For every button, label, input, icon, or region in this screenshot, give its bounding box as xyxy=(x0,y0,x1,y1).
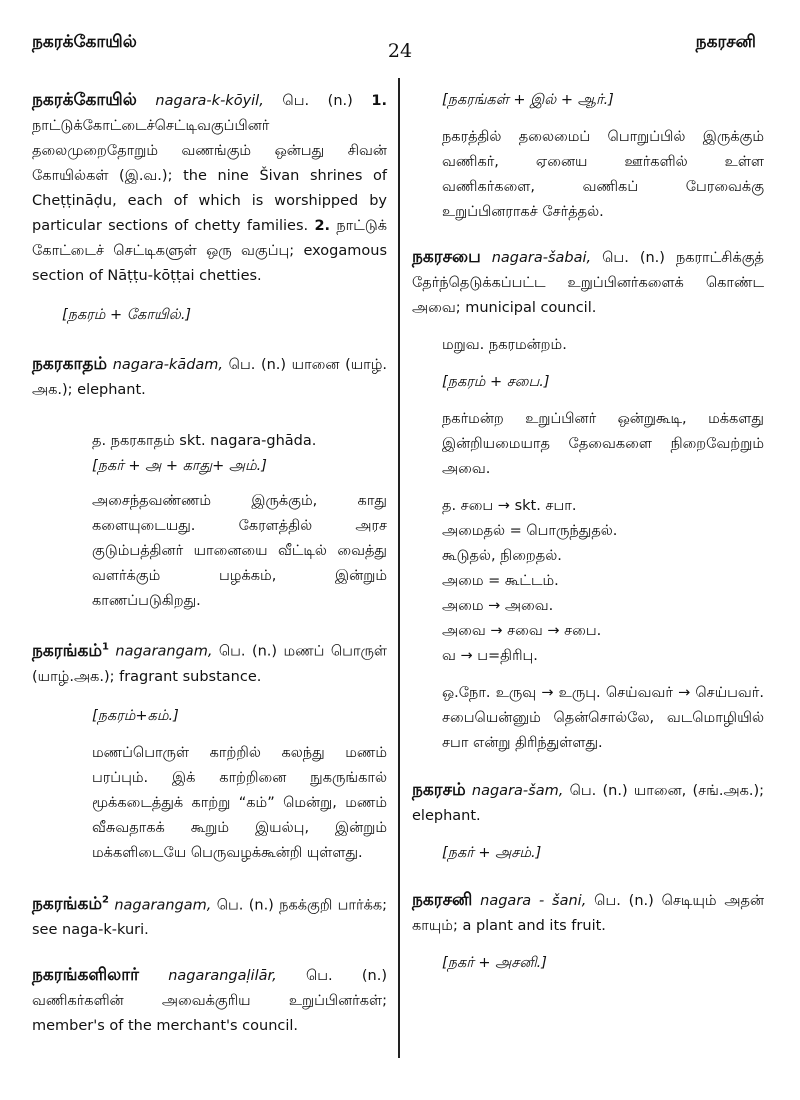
sense-number: 1. xyxy=(371,93,387,109)
transliteration: nagarangam, xyxy=(114,897,212,914)
derivation-line: த. சபை → skt. சபா. xyxy=(442,498,577,514)
entry-nagarasam xyxy=(412,778,764,829)
part-of-speech: பெ. (n.) xyxy=(282,93,353,109)
transliteration: nagarangaḷilār, xyxy=(168,968,277,985)
entry-nagarakkoyil xyxy=(32,88,387,289)
etymology: [நகரங்கள் + இல் + ஆர்.] xyxy=(442,92,614,108)
right-column xyxy=(412,88,764,976)
running-head-right: நகரசனி xyxy=(695,32,756,52)
transliteration: nagara-šabai, xyxy=(491,250,592,266)
explanation: மணப்பொருள் காற்றில் கலந்து மணம் பரப்பும். இக் காற்றினை நுகருங்கால் மூக்கடைத்துக் காற்று “கம்” மென்று, மணம் வீசுவதாகக் கூறும் இயல்பு, இன்றும் மக்களிடையே பெருவழக்கூன்றி யுள்ளது. xyxy=(92,744,387,861)
transliteration: nagara-k-kōyil, xyxy=(155,93,264,109)
entry-nagarangam-1 xyxy=(32,634,387,690)
headword: நகரசம் xyxy=(412,780,466,800)
derivation-block xyxy=(412,494,764,669)
definition: பெ. (n.) யானை (யாழ். அக.); elephant. xyxy=(32,357,388,398)
etymology: [நகரம் + கோயில்.] xyxy=(62,307,192,323)
left-column xyxy=(32,88,387,1039)
page-number: 24 xyxy=(387,40,413,62)
derivation-line: அமைதல் = பொருந்துதல். xyxy=(442,523,618,539)
definition: பெ. (n.) மணப் பொருள் (யாழ்.அக.); fragrant substance. xyxy=(32,643,387,685)
derivation-line: அமை → அவை. xyxy=(442,598,554,614)
entry-nagarangalilar xyxy=(32,963,387,1039)
derivation-line: கூடுதல், நிறைதல். xyxy=(442,548,562,564)
headword: நகரங்கம்$^1$ xyxy=(32,640,109,661)
etymology: [நகரம்+கம்.] xyxy=(92,707,179,724)
definition: நாட்டுக் கோட்டைச் செட்டிகளுள் ஒரு வகுப்பு; exogamous section of Nāṭṭu-kōṭṭai chetties. xyxy=(32,218,387,284)
explanation: நகரத்தில் தலைமைப் பொறுப்பில் இருக்கும் வணிகர், ஏனைய ஊர்களில் உள்ள வணிகர்களை, வணிகப் பேரவைக்கு உறுப்பினராகச் சேர்த்தல். xyxy=(442,129,764,220)
running-head-left: நகரக்கோயில் xyxy=(32,32,137,52)
transliteration: nagarangam, xyxy=(115,643,213,660)
definition: நாட்டுக்கோட்டைச்செட்டிவகுப்பினர் தலைமுறைதோறும் வணங்கும் ஒன்பது சிவன் கோயில்கள் (இ.வ.); the nine Šivan shrines of Cheṭṭināḍu, each of which is worshipped by particular sections of chetty families. xyxy=(32,118,387,234)
sense-number: 2. xyxy=(314,218,331,234)
column-divider xyxy=(398,78,400,1058)
headword: நகரங்களிலார் xyxy=(32,965,139,986)
synonym: மறுவ. நகரமன்றம். xyxy=(442,337,567,353)
transliteration: nagara - šani, xyxy=(480,893,587,909)
derivation-line: அவை → சவை → சபை. xyxy=(442,623,602,639)
etymology-note: த. நகரகாதம் skt. nagara-ghāda. xyxy=(92,433,317,449)
definition: பெ. (n.) யானை, (சங்.அக.); elephant. xyxy=(412,783,765,824)
derivation-line: அமை = கூட்டம். xyxy=(442,573,559,589)
entry-nagarangam-2 xyxy=(32,888,387,944)
entry-nagarasabai xyxy=(412,245,764,321)
headword: நகரசனி xyxy=(412,890,473,910)
headword: நகரக்கோயில் xyxy=(32,90,137,110)
explanation: நகர்மன்ற உறுப்பினர் ஒன்றுகூடி, மக்களது இன்றியமையாத தேவைகளை நிறைவேற்றும் அவை. xyxy=(442,411,764,477)
headword: நகரகாதம் xyxy=(32,354,108,374)
etymology: [நகர் + அசனி.] xyxy=(442,955,547,971)
derivation-line: வ → ப=திரிபு. xyxy=(442,648,538,664)
transliteration: nagara-šam, xyxy=(471,783,564,799)
entry-nagarakadam xyxy=(32,352,387,403)
etymology: [நகரம் + சபை.] xyxy=(442,374,550,390)
etymology: [நகர் + அ + காது+ அம்.] xyxy=(92,458,267,474)
definition: பெ. (n.) வணிகர்களின் அவைக்குரிய உறுப்பினர்கள்; member's of the merchant's council. xyxy=(32,968,388,1035)
headword: நகரங்கம்$^2$ xyxy=(32,894,109,915)
definition: பெ. (n.) நகராட்சிக்குத் தேர்ந்தெடுக்கப்பட்ட உறுப்பினர்களைக் கொண்ட அவை; municipal council. xyxy=(412,250,764,316)
entry-nagarasani xyxy=(412,888,764,939)
headword: நகரசபை xyxy=(412,247,481,267)
etymology: [நகர் + அசம்.] xyxy=(442,845,542,861)
comparison-note: ஒ.நோ. உருவு → உருபு. செய்வவர் → செய்பவர். சபையென்னும் தென்சொல்லே, வடமொழியில் சபா என்று திரிந்துள்ளது. xyxy=(442,685,764,751)
definition: பெ. (n.) நகக்குறி பார்க்க; see naga-k-kuri. xyxy=(32,897,388,939)
transliteration: nagara-kādam, xyxy=(112,357,224,373)
explanation: அசைந்தவண்ணம் இருக்கும், காது களையுடையது. கேரளத்தில் அரச குடும்பத்தினர் யானையை வீட்டில் வைத்து வளர்க்கும் பழக்கம், இன்றும் காணப்படுகிறது. xyxy=(92,493,387,609)
definition: பெ. (n.) செடியும் அதன் காயும்; a plant and its fruit. xyxy=(412,893,765,934)
